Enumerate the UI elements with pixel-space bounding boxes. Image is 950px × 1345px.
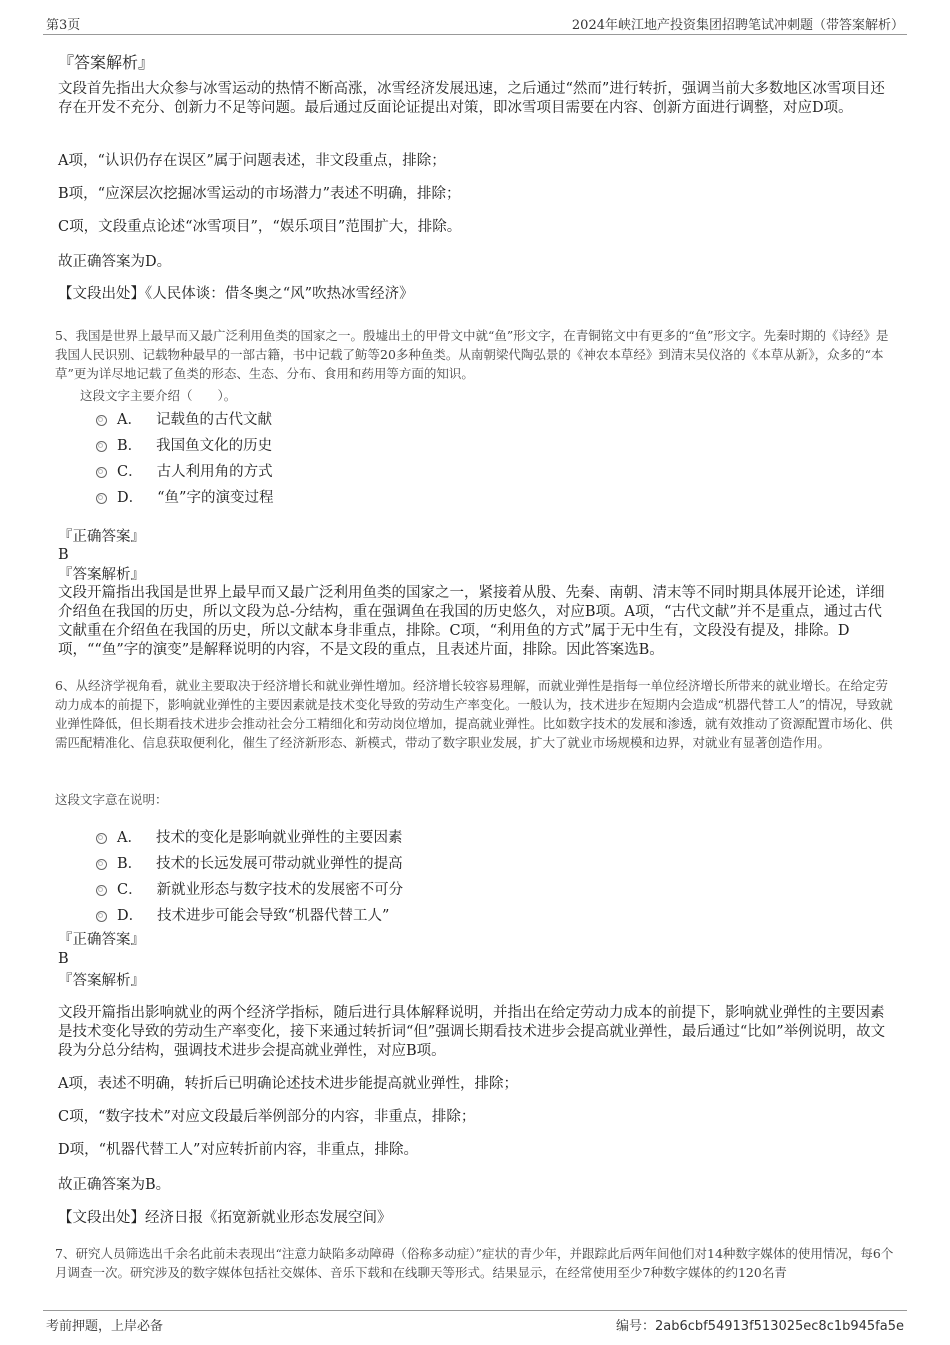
radio-icon[interactable] [96,911,107,922]
q5-stem: 5、我国是世界上最早而又最广泛利用鱼类的国家之一。殷墟出土的甲骨文中就“鱼”形文字，在青铜铭文中有更多的“鱼”形文字。先秦时期的《诗经》是我国人民识别、记载物种最早的一部古籍，书中记载了鲂等20多种鱼类。从南朝梁代陶弘景的《神农本草经》到清末吴仪洛的《本草从新》，众多的“本草”更为详尽地记载了鱼类的形态、生态、分布、食用和药用等方面的知识。 [55,328,889,381]
q6-option-d[interactable]: D． 技术进步可能会导致“机器代替工人” [96,904,389,925]
q6-conclusion: 故正确答案为B。 [58,1177,171,1193]
q5-option-b[interactable]: B． 我国鱼文化的历史 [96,434,272,455]
q4-option-b-analysis: B项，“应深层次挖掘冰雪运动的市场潜力”表述不明确，排除； [58,186,461,202]
footer-slogan: 考前押题，上岸必备 [46,1319,164,1334]
q4-analysis-text: 文段首先指出大众参与冰雪运动的热情不断高涨，冰雪经济发展迅速，之后通过“然而”进行转折，强调当前大多数地区冰雪项目还存在开发不充分、创新力不足等问题。最后通过反面论证提出对策，即冰雪项目需要在内容、创新方面进行调整，对应D项。 [58,81,885,116]
q5-option-d[interactable]: D． “鱼”字的演变过程 [96,486,273,507]
q5-analysis-title: 『答案解析』 [58,567,145,583]
q6-question: 这段文字意在说明： [55,792,168,807]
q6-answer: B [58,951,69,967]
q6-source: 【文段出处】经济日报《拓宽新就业形态发展空间》 [58,1210,392,1226]
q6-analysis: 文段开篇指出影响就业的两个经济学指标，随后进行具体解释说明，并指出在给定劳动力成本的前提下，影响就业弹性的主要因素是技术变化导致的劳动生产率变化，接下来通过转折词“但”强调长期看技术进步会提高就业弹性，最后通过“比如”举例说明，故文段为分总分结构，强调技术进步会提高就业弹性，对应B项。 [58,1005,886,1059]
page-footer [43,1310,907,1335]
q4-option-a-analysis: A项，“认识仍存在误区”属于问题表述，非文段重点，排除； [58,153,446,169]
q4-option-c-analysis: C项，文段重点论述“冰雪项目”，“娱乐项目”范围扩大，排除。 [58,219,462,235]
q5-option-c[interactable]: C． 古人利用角的方式 [96,460,273,481]
page-number: 第3页 [46,18,81,33]
q6-analysis-title: 『答案解析』 [58,973,145,989]
q6-option-d-analysis: D项，“机器代替工人”对应转折前内容，非重点，排除。 [58,1142,418,1158]
q6-option-a[interactable]: A． 技术的变化是影响就业弹性的主要因素 [96,826,402,847]
q6-option-b[interactable]: B． 技术的长远发展可带动就业弹性的提高 [96,852,403,873]
radio-icon[interactable] [96,415,107,426]
q5-option-a[interactable]: A． 记载鱼的古代文献 [96,408,272,429]
document-code: 编号：2ab6cbf54913f513025ec8c1b945fa5e [615,1319,904,1334]
q7-stem: 7、研究人员筛选出千余名此前未表现出“注意力缺陷多动障碍（俗称多动症）”症状的青少年，并跟踪此后两年间他们对14种数字媒体的使用情况，每6个月调查一次。研究涉及的数字媒体包括社交媒体、音乐下载和在线聊天等形式。结果显示，在经常使用至少7种数字媒体的约120名青 [55,1246,894,1280]
q5-answer: B [58,547,69,563]
q4-analysis-title: 『答案解析』 [58,53,155,72]
page-header [43,12,907,35]
q4-conclusion: 故正确答案为D。 [58,254,172,270]
q5-answer-title: 『正确答案』 [58,529,145,545]
radio-icon[interactable] [96,493,107,504]
q4-source: 【文段出处】《人民体谈：借冬奥之“风”吹热冰雪经济》 [58,286,414,302]
document-title: 2024年峡江地产投资集团招聘笔试冲刺题（带答案解析） [571,18,904,33]
q6-option-c-analysis: C项，“数字技术”对应文段最后举例部分的内容，非重点，排除； [58,1109,476,1125]
q6-option-a-analysis: A项，表述不明确，转折后已明确论述技术进步能提高就业弹性，排除； [58,1076,518,1092]
q4-analysis-block [58,80,893,118]
q5-question: 这段文字主要介绍（ ）。 [80,388,237,403]
radio-icon[interactable] [96,859,107,870]
q6-answer-title: 『正确答案』 [58,932,145,948]
q6-stem: 6、从经济学视角看，就业主要取决于经济增长和就业弹性增加。经济增长较容易理解，而就业弹性是指每一单位经济增长所带来的就业增长。在给定劳动力成本的前提下，影响就业弹性的主要因素就是技术变化导致的劳动生产率变化。一般认为，技术进步在短期内会造成“机器代替工人”的情况，导致就业弹性降低，但长期看技术进步会推动社会分工精细化和劳动岗位增加，提高就业弹性。比如数字技术的发展和渗透，就有效推动了资源配置市场化、供需匹配精准化、信息获取便利化，催生了经济新形态、新模式，带动了数字职业发展，扩大了就业市场规模和边界，对就业有显著创造作用。 [55,678,893,750]
radio-icon[interactable] [96,467,107,478]
radio-icon[interactable] [96,441,107,452]
radio-icon[interactable] [96,885,107,896]
radio-icon[interactable] [96,833,107,844]
q5-analysis: 文段开篇指出我国是世界上最早而又最广泛利用鱼类的国家之一，紧接着从殷、先秦、南朝、清末等不同时期具体展开论述，详细介绍鱼在我国的历史，所以文段为总-分结构，重在强调鱼在我国的历史悠久，对应B项。A项，“古代文献”并不是重点，通过古代文献重在介绍鱼在我国的历史，所以文献本身非重点，排除。C项，“利用鱼的方式”属于无中生有，文段没有提及，排除。D项，““鱼”字的演变”是解释说明的内容，不是文段的重点，且表述片面，排除。因此答案选B。 [58,585,885,658]
q6-option-c[interactable]: C． 新就业形态与数字技术的发展密不可分 [96,878,403,899]
